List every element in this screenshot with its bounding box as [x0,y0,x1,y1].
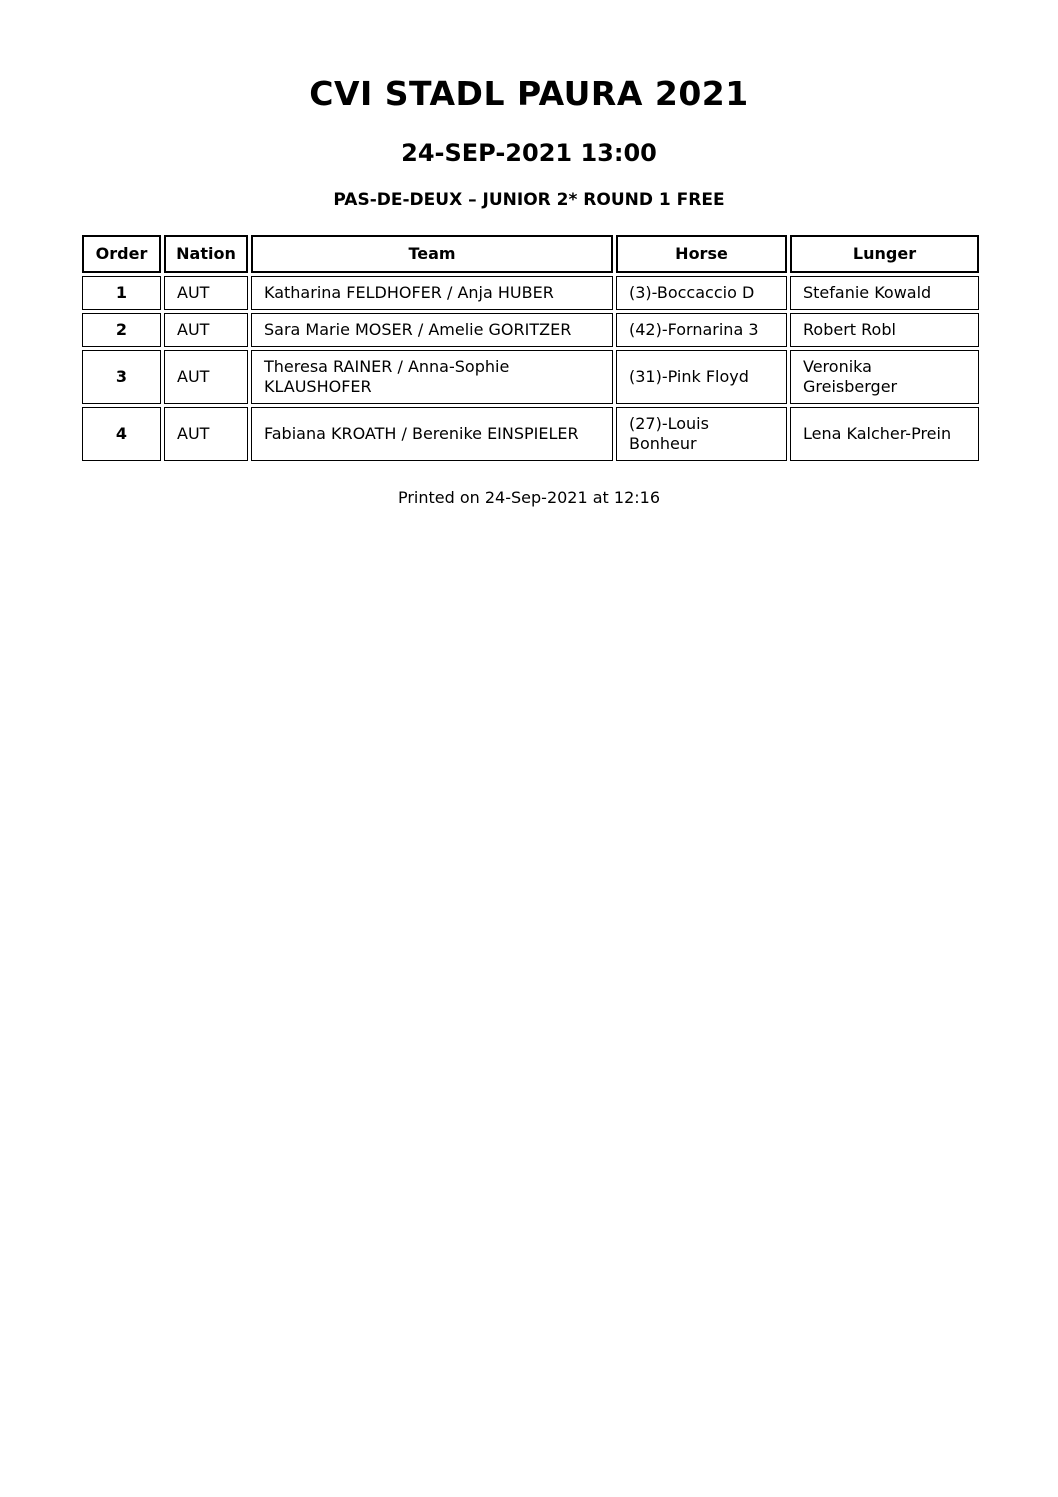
event-datetime: 24-SEP-2021 13:00 [401,139,657,167]
start-list-table [79,232,982,464]
cell-team: Fabiana KROATH / Berenike EINSPIELER [251,407,613,461]
cell-horse: (3)-Boccaccio D [616,276,787,310]
cell-lunger: Lena Kalcher-Prein [790,407,979,461]
cell-horse: (31)-Pink Floyd [616,350,787,404]
event-name: PAS-DE-DEUX – JUNIOR 2* ROUND 1 FREE [333,190,725,210]
cell-lunger: Stefanie Kowald [790,276,979,310]
column-header-nation: Nation [164,235,248,273]
table-row [82,350,979,404]
cell-horse: (42)-Fornarina 3 [616,313,787,347]
column-header-order: Order [82,235,161,273]
cell-lunger: Robert Robl [790,313,979,347]
cell-order: 4 [82,407,161,461]
cell-nation: AUT [164,276,248,310]
table-row [82,276,979,310]
cell-order: 2 [82,313,161,347]
table-row [82,313,979,347]
printed-on-footer: Printed on 24-Sep-2021 at 12:16 [397,488,661,507]
column-header-horse: Horse [616,235,787,273]
cell-nation: AUT [164,313,248,347]
table-row [82,407,979,461]
cell-horse: (27)-Louis Bonheur [616,407,787,461]
column-header-lunger: Lunger [790,235,979,273]
cell-team: Theresa RAINER / Anna-Sophie KLAUSHOFER [251,350,613,404]
cell-nation: AUT [164,407,248,461]
cell-lunger: Veronika Greisberger [790,350,979,404]
cell-team: Katharina FELDHOFER / Anja HUBER [251,276,613,310]
page-title: CVI STADL PAURA 2021 [309,74,749,113]
cell-order: 3 [82,350,161,404]
cell-nation: AUT [164,350,248,404]
column-header-team: Team [251,235,613,273]
cell-order: 1 [82,276,161,310]
cell-team: Sara Marie MOSER / Amelie GORITZER [251,313,613,347]
table-header-row [82,235,979,273]
